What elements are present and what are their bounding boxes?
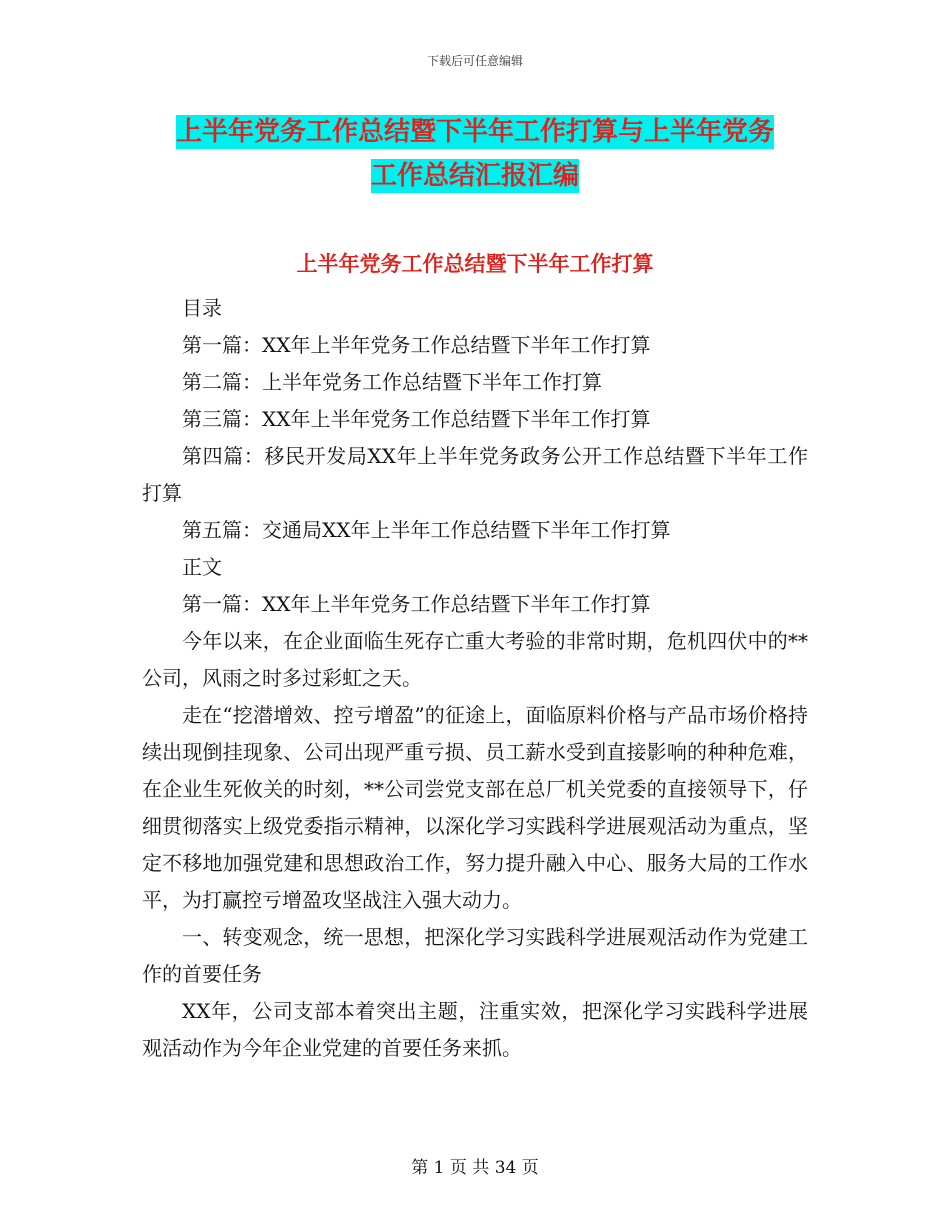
toc-heading: 目录 [182,296,222,320]
main-title-line-1: 上半年党务工作总结暨下半年工作打算与上半年党务 [175,117,774,147]
paragraph: XX年，公司支部本着突出主题，注重实效，把深化学习实践科学进展观活动作为今年企业党建的首要任务来抓。 [142,999,808,1060]
toc-item-2: 第二篇：上半年党务工作总结暨下半年工作打算 [182,370,602,394]
section-title: 上半年党务工作总结暨下半年工作打算 [296,252,654,276]
toc-item-5: 第五篇：交通局XX年上半年工作总结暨下半年工作打算 [182,518,671,542]
main-title-line-2: 工作总结汇报汇编 [370,161,579,191]
document-body [142,290,808,1067]
paragraph: 走在“挖潜增效、控亏增盈”的征途上，面临原料价格与产品市场价格持续出现倒挂现象、公司出现严重亏损、员工薪水受到直接影响的种种危难，在企业生死攸关的时刻，**公司尝党支部在总厂机关党委的直接领导下，仔细贯彻落实上级党委指示精神，以深化学习实践科学进展观活动为重点，坚定不移地加强党建和思想政治工作，努力提升融入中心、服务大局的工作水平，为打赢控亏增盈攻坚战注入强大动力。 [142,703,808,912]
header-note: 下载后可任意编辑 [426,54,523,68]
page-number: 第 1 页 共 34 页 [411,1158,539,1178]
section-heading: 一、转变观念，统一思想，把深化学习实践科学进展观活动作为党建工作的首要任务 [142,925,808,986]
body-heading: 正文 [182,555,222,579]
document-main-title [140,110,810,198]
toc-item-1: 第一篇：XX年上半年党务工作总结暨下半年工作打算 [182,333,651,357]
toc-item-4: 第四篇：移民开发局XX年上半年党务政务公开工作总结暨下半年工作打算 [142,444,808,505]
chapter-title: 第一篇：XX年上半年党务工作总结暨下半年工作打算 [182,592,651,616]
toc-item-3: 第三篇：XX年上半年党务工作总结暨下半年工作打算 [182,407,651,431]
paragraph: 今年以来，在企业面临生死存亡重大考验的非常时期，危机四伏中的**公司，风雨之时多过彩虹之天。 [142,629,808,690]
